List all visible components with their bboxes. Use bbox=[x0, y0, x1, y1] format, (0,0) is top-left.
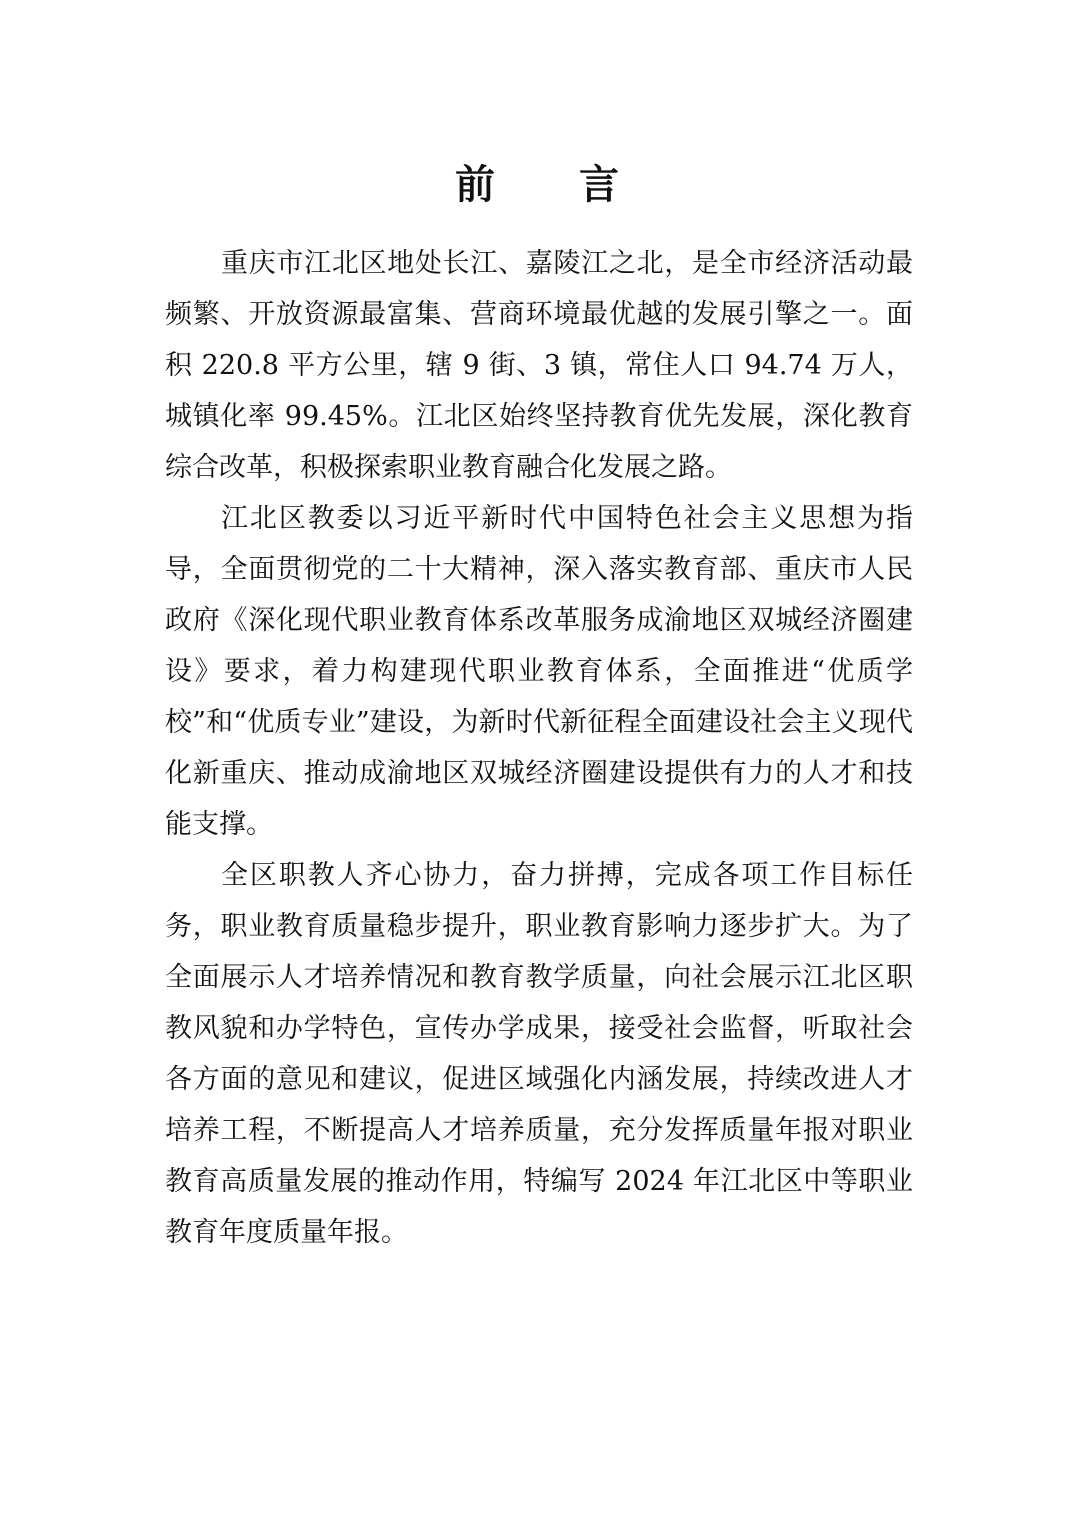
page-title bbox=[0, 155, 1074, 215]
paragraph-1: 重庆市江北区地处长江、嘉陵江之北，是全市经济活动最频繁、开放资源最富集、营商环境最优越的发展引擎之一。面积 220.8 平方公里，辖 9 街、3 镇，常住人口 94.74 万人，城镇化率 99.45%。江北区始终坚持教育优先发展，深化教育综合改革，积极探索职业教育融合化发展之路。 bbox=[165, 248, 913, 483]
title-char-1: 前 bbox=[455, 160, 495, 208]
paragraph-2: 江北区教委以习近平新时代中国特色社会主义思想为指导，全面贯彻党的二十大精神，深入落实教育部、重庆市人民政府《深化现代职业教育体系改革服务成渝地区双城经济圈建设》要求，着力构建现代职业教育体系，全面推进“优质学校”和“优质专业”建设，为新时代新征程全面建设社会主义现代化新重庆、推动成渝地区双城经济圈建设提供有力的人才和技能支撑。 bbox=[165, 503, 913, 840]
paragraph-3: 全区职教人齐心协力，奋力拼搏，完成各项工作目标任务，职业教育质量稳步提升，职业教育影响力逐步扩大。为了全面展示人才培养情况和教育教学质量，向社会展示江北区职教风貌和办学特色，宣传办学成果，接受社会监督，听取社会各方面的意见和建议，促进区域强化内涵发展，持续改进人才培养工程，不断提高人才培养质量，充分发挥质量年报对职业教育高质量发展的推动作用，特编写 2024 年江北区中等职业教育年度质量年报。 bbox=[165, 860, 913, 1248]
title-char-2: 言 bbox=[579, 160, 619, 208]
preface-body bbox=[165, 238, 913, 1258]
